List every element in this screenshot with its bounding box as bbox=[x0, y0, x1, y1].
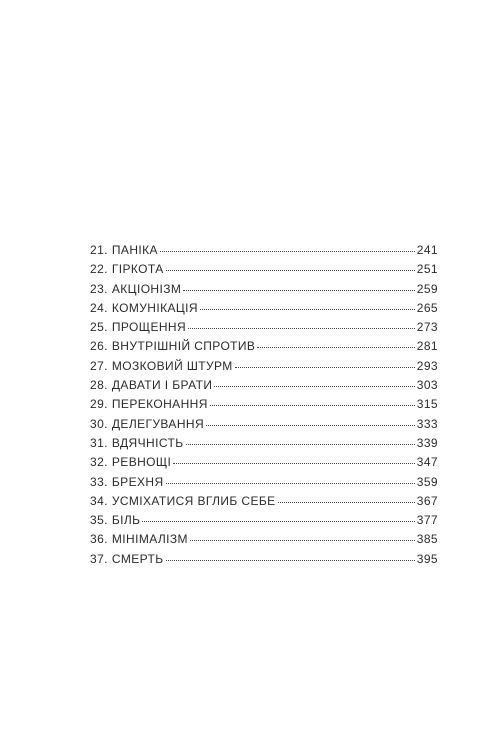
toc-entry-title: ДЕЛЕГУВАННЯ bbox=[111, 416, 205, 431]
toc-entry-title: ВДЯЧНІСТЬ bbox=[111, 435, 184, 450]
toc-entry-title: ПЕРЕКОНАННЯ bbox=[111, 397, 208, 412]
toc-entry-number: 36. bbox=[90, 532, 108, 547]
toc-dot-leader bbox=[166, 483, 415, 484]
toc-entry-number: 22. bbox=[90, 262, 108, 277]
toc-dot-leader bbox=[183, 290, 414, 291]
toc-entry-number: 27. bbox=[90, 358, 108, 373]
toc-dot-leader bbox=[188, 328, 415, 329]
toc-entry-number: 25. bbox=[90, 320, 108, 335]
toc-entry bbox=[90, 475, 438, 494]
toc-entry-number: 31. bbox=[90, 435, 108, 450]
toc-entry-number: 32. bbox=[90, 455, 108, 470]
toc-entry-page: 367 bbox=[416, 493, 438, 508]
toc-entry-title: ПАНІКА bbox=[111, 243, 158, 257]
toc-entry-page: 281 bbox=[416, 339, 438, 354]
toc-entry bbox=[90, 243, 438, 262]
toc-entry-page: 251 bbox=[416, 262, 438, 277]
toc-entry bbox=[90, 513, 438, 532]
toc-entry-page: 339 bbox=[416, 435, 438, 450]
toc-dot-leader bbox=[186, 444, 415, 445]
toc-entry-title: ПРОЩЕННЯ bbox=[111, 320, 187, 335]
toc-entry-number: 37. bbox=[90, 551, 108, 566]
toc-entry-page: 241 bbox=[416, 243, 438, 257]
toc-entry-title: АКЦІОНІЗМ bbox=[111, 281, 182, 296]
toc-entry-page: 347 bbox=[416, 455, 438, 470]
toc-entry-number: 34. bbox=[90, 493, 108, 508]
toc-entry-number: 30. bbox=[90, 416, 108, 431]
toc-entry-number: 26. bbox=[90, 339, 108, 354]
toc-entry-title: МОЗКОВИЙ ШТУРМ bbox=[111, 358, 233, 373]
toc-entry-title: ДАВАТИ І БРАТИ bbox=[111, 378, 213, 393]
toc-entry-number: 23. bbox=[90, 281, 108, 296]
toc-dot-leader bbox=[160, 251, 415, 252]
toc-entry-title: УСМІХАТИСЯ ВГЛИБ СЕБЕ bbox=[111, 493, 276, 508]
toc-dot-leader bbox=[278, 502, 415, 503]
toc-entry-title: ГІРКОТА bbox=[111, 262, 164, 277]
toc-dot-leader bbox=[200, 309, 415, 310]
toc-entry bbox=[90, 494, 438, 513]
toc-dot-leader bbox=[173, 463, 414, 464]
toc-entry bbox=[90, 455, 438, 474]
toc-entry-title: БІЛЬ bbox=[111, 513, 141, 528]
toc-entry bbox=[90, 320, 438, 339]
toc-entry bbox=[90, 301, 438, 320]
toc-entry bbox=[90, 359, 438, 378]
toc-dot-leader bbox=[166, 560, 415, 561]
toc-entry bbox=[90, 417, 438, 436]
toc-dot-leader bbox=[235, 367, 415, 368]
toc-dot-leader bbox=[190, 540, 415, 541]
toc-dot-leader bbox=[210, 405, 415, 406]
toc-entry-page: 333 bbox=[416, 416, 438, 431]
toc-entry bbox=[90, 436, 438, 455]
toc-dot-leader bbox=[257, 347, 414, 348]
toc-entry-page: 265 bbox=[416, 300, 438, 315]
toc-dot-leader bbox=[214, 386, 414, 387]
toc-entry-title: КОМУНІКАЦІЯ bbox=[111, 300, 198, 315]
toc-entry bbox=[90, 262, 438, 281]
toc-entry bbox=[90, 532, 438, 551]
toc-entry-title: СМЕРТЬ bbox=[111, 551, 164, 566]
toc-entry-page: 259 bbox=[416, 281, 438, 296]
toc-dot-leader bbox=[206, 425, 415, 426]
toc-entry bbox=[90, 282, 438, 301]
toc-entry-page: 273 bbox=[416, 320, 438, 335]
toc-entry-page: 293 bbox=[416, 358, 438, 373]
toc-entry-title: МІНІМАЛІЗМ bbox=[111, 532, 188, 547]
toc-entry bbox=[90, 339, 438, 358]
table-of-contents bbox=[90, 243, 438, 571]
toc-entry bbox=[90, 397, 438, 416]
toc-entry-number: 21. bbox=[90, 243, 108, 257]
toc-entry-number: 28. bbox=[90, 378, 108, 393]
toc-entry-page: 377 bbox=[416, 513, 438, 528]
toc-entry-page: 315 bbox=[416, 397, 438, 412]
toc-dot-leader bbox=[142, 521, 414, 522]
toc-entry-title: БРЕХНЯ bbox=[111, 474, 164, 489]
toc-entry-number: 24. bbox=[90, 300, 108, 315]
toc-entry-title: РЕВНОЩІ bbox=[111, 455, 172, 470]
toc-entry-page: 303 bbox=[416, 378, 438, 393]
toc-entry bbox=[90, 378, 438, 397]
toc-entry bbox=[90, 552, 438, 571]
toc-entry-page: 359 bbox=[416, 474, 438, 489]
toc-entry-page: 385 bbox=[416, 532, 438, 547]
toc-entry-title: ВНУТРІШНІЙ СПРОТИВ bbox=[111, 339, 256, 354]
toc-entry-page: 395 bbox=[416, 551, 438, 566]
toc-entry-number: 29. bbox=[90, 397, 108, 412]
toc-dot-leader bbox=[166, 270, 415, 271]
toc-entry-number: 35. bbox=[90, 513, 108, 528]
toc-entry-number: 33. bbox=[90, 474, 108, 489]
